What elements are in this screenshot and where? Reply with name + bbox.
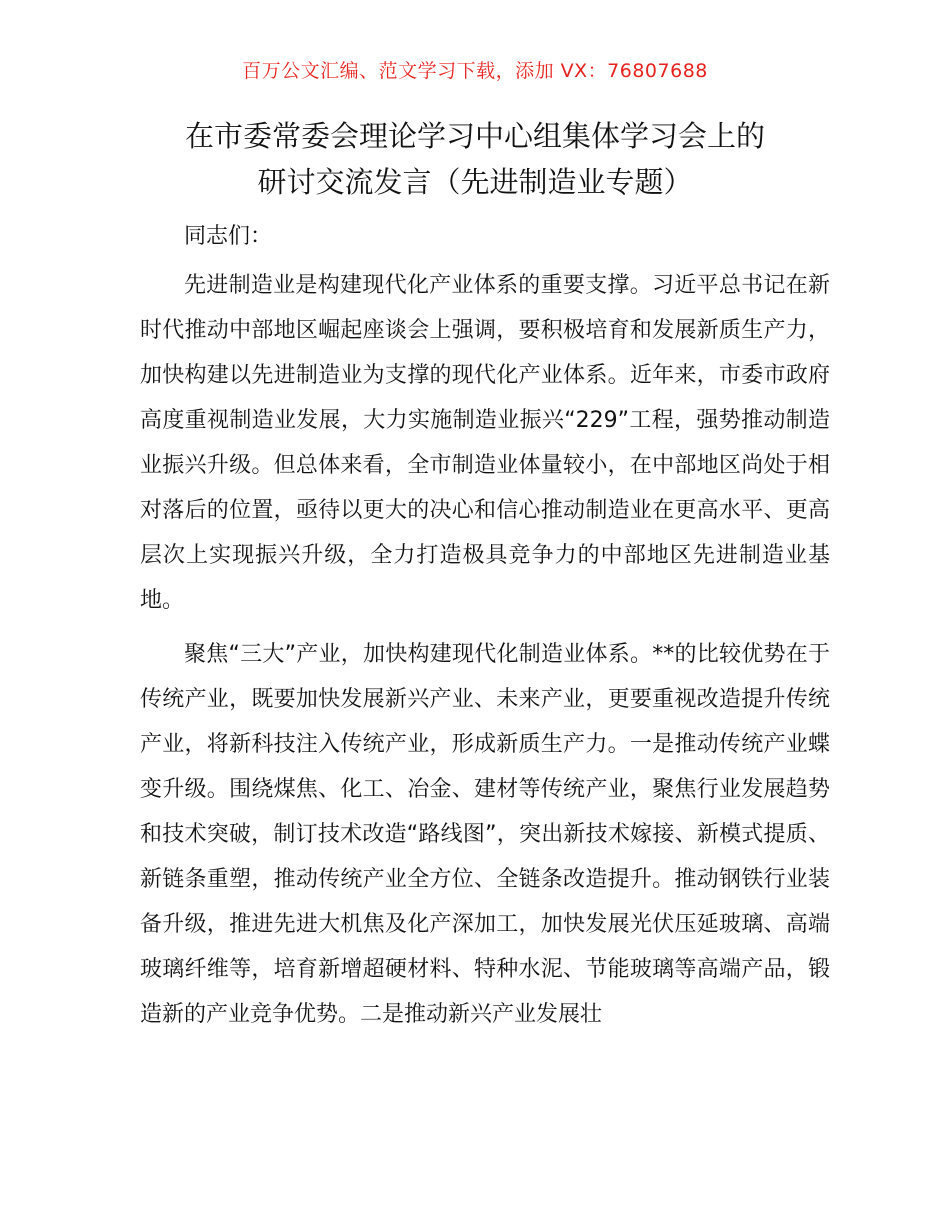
header-download-note: 百万公文汇编、范文学习下载，添加 VX：76807688 <box>242 60 708 82</box>
document-title-line-2: 研讨交流发言（先进制造业专题） <box>257 165 693 199</box>
greeting: 同志们： <box>184 224 273 249</box>
document-title-line-1: 在市委常委会理论学习中心组集体学习会上的 <box>184 119 765 153</box>
body-paragraph: 聚焦“三大”产业，加快构建现代化制造业体系。**的比较优势在于传统产业，既要加快发展新兴产业、未来产业，更要重视改造提升传统产业，将新科技注入传统产业，形成新质生产力。一是推动传统产业蝶变升级。围绕煤焦、化工、冶金、建材等传统产业，聚焦行业发展趋势和技术突破，制订技术改造“路线图”，突出新技术嫁接、新模式提质、新链条重塑，推动传统产业全方位、全链条改造提升。推动钢铁行业装备升级，推进先进大机焦及化产深加工，加快发展光伏压延玻璃、高端玻璃纤维等，培育新增超硬材料、特种水泥、节能玻璃等高端产品，锻造新的产业竞争优势。二是推动新兴产业发展壮 <box>140 642 830 1027</box>
body-paragraph: 先进制造业是构建现代化产业体系的重要支撑。习近平总书记在新时代推动中部地区崛起座谈会上强调，要积极培育和发展新质生产力，加快构建以先进制造业为支撑的现代化产业体系。近年来，市委市政府高度重视制造业发展，大力实施制造业振兴“229”工程，强势推动制造业振兴升级。但总体来看，全市制造业体量较小，在中部地区尚处于相对落后的位置，亟待以更大的决心和信心推动制造业在更高水平、更高层次上实现振兴升级，全力打造极具竞争力的中部地区先进制造业基地。 <box>140 273 830 613</box>
document-body <box>140 214 830 1037</box>
